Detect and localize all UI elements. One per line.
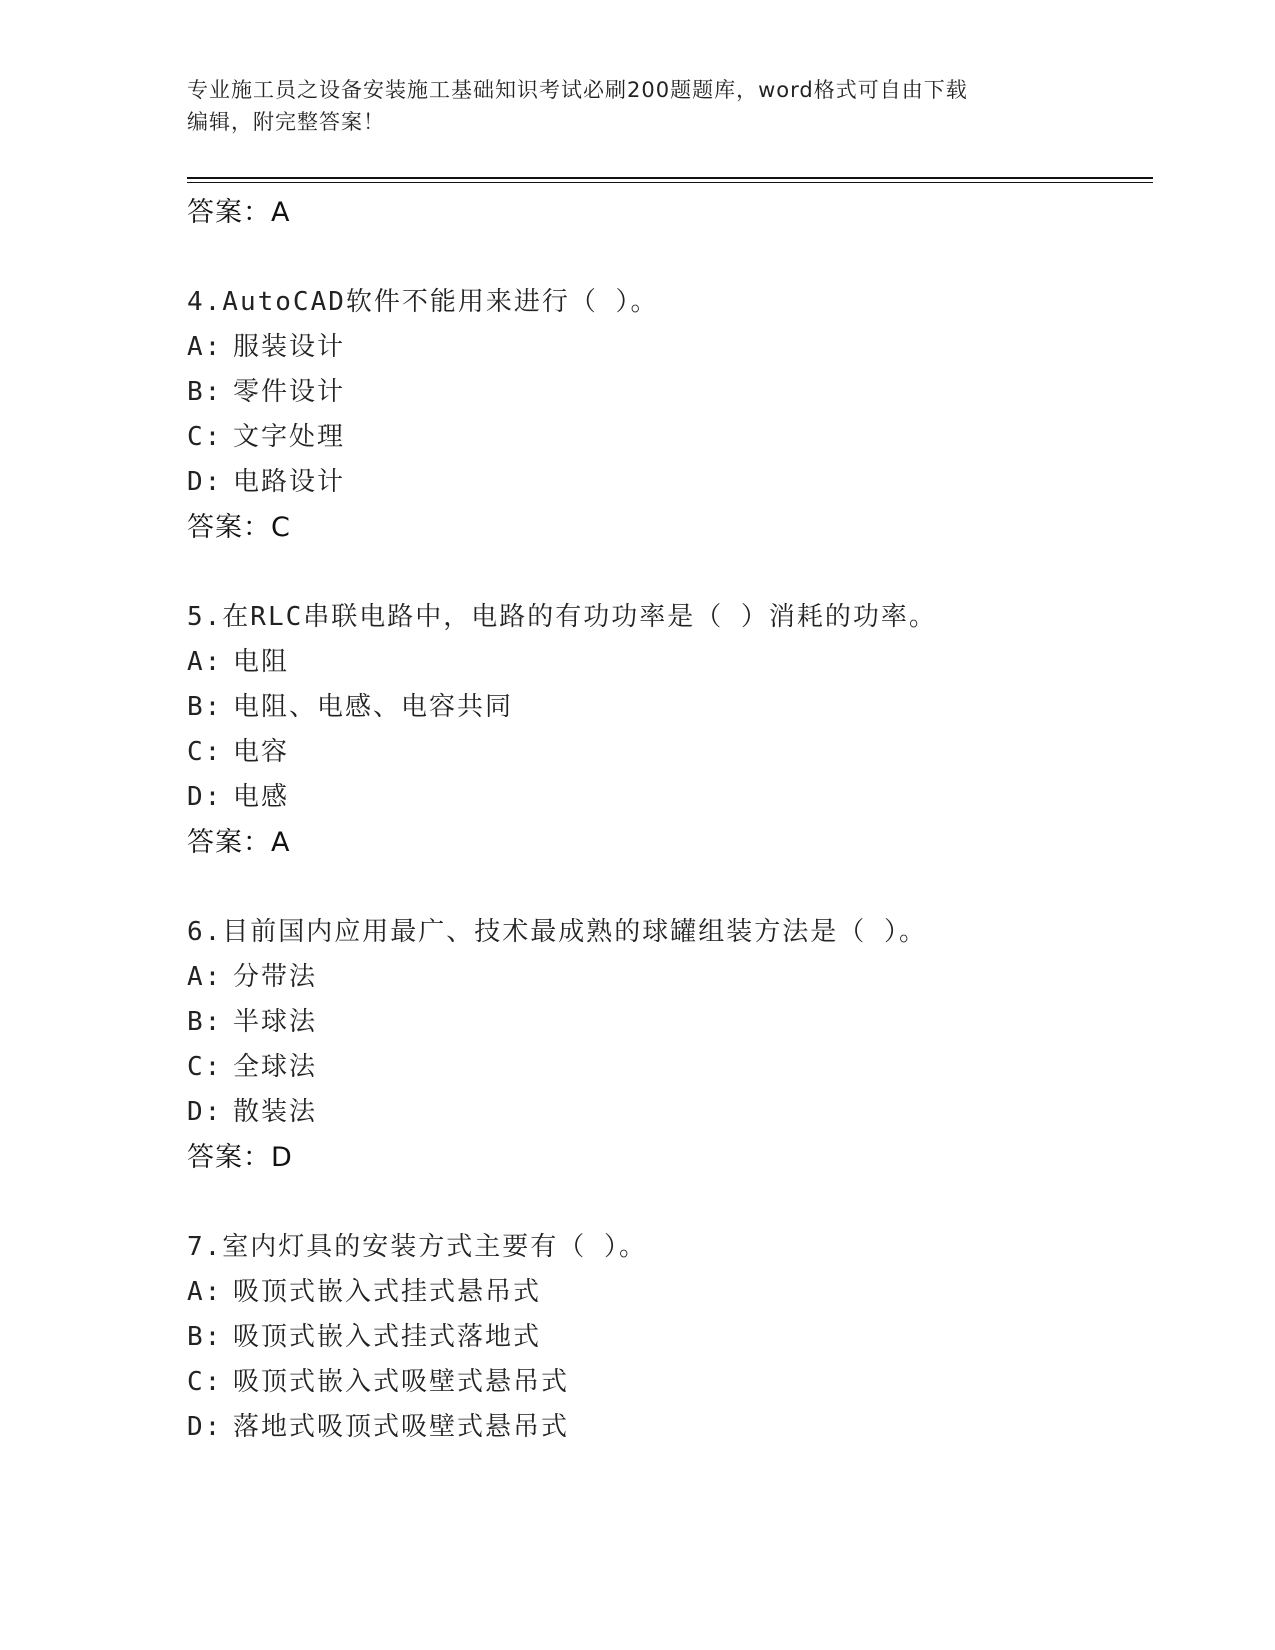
option-key: C: (187, 422, 223, 452)
previous-answer: 答案：A (187, 197, 291, 228)
question-stem: 4.AutoCAD软件不能用来进行（ ）。 (187, 287, 659, 317)
option-d (187, 460, 1147, 505)
option-a (187, 1270, 1147, 1315)
option-text: 零件设计 (233, 377, 346, 407)
question-stem: 7.室内灯具的安装方式主要有（ ）。 (187, 1232, 647, 1262)
option-text: 落地式吸顶式吸壁式悬吊式 (233, 1412, 570, 1442)
option-text: 散装法 (233, 1097, 318, 1127)
question-stem: 5.在RLC串联电路中，电路的有功功率是（ ）消耗的功率。 (187, 602, 937, 632)
option-text: 半球法 (233, 1007, 318, 1037)
option-key: B: (187, 1007, 223, 1037)
spacer (187, 1180, 1147, 1225)
option-key: C: (187, 737, 223, 767)
spacer (187, 865, 1147, 910)
question-stem: 6.目前国内应用最广、技术最成熟的球罐组装方法是（ ）。 (187, 917, 927, 947)
question-list (187, 190, 1147, 1450)
option-key: C: (187, 1367, 223, 1397)
option-text: 电感 (233, 782, 290, 812)
option-key: A: (187, 1277, 223, 1307)
option-key: B: (187, 1322, 223, 1352)
option-text: 电阻 (233, 647, 290, 677)
option-text: 吸顶式嵌入式挂式悬吊式 (233, 1277, 542, 1307)
header-line-2: 编辑，附完整答案！ (187, 110, 385, 134)
option-text: 服装设计 (233, 332, 346, 362)
spacer (187, 550, 1147, 595)
question-answer: 答案：D (187, 1142, 293, 1173)
option-text: 文字处理 (233, 422, 346, 452)
option-text: 电容 (233, 737, 290, 767)
option-c (187, 1045, 1147, 1090)
document-header (187, 74, 1067, 138)
question-answer: 答案：C (187, 512, 291, 543)
option-c (187, 1360, 1147, 1405)
spacer (187, 235, 1147, 280)
question-block (187, 595, 1147, 865)
option-b (187, 685, 1147, 730)
option-key: D: (187, 1412, 223, 1442)
option-key: C: (187, 1052, 223, 1082)
option-text: 吸顶式嵌入式吸壁式悬吊式 (233, 1367, 570, 1397)
option-a (187, 955, 1147, 1000)
option-a (187, 640, 1147, 685)
option-d (187, 1405, 1147, 1450)
option-key: A: (187, 332, 223, 362)
header-rule-thin (187, 182, 1153, 183)
option-a (187, 325, 1147, 370)
option-text: 吸顶式嵌入式挂式落地式 (233, 1322, 542, 1352)
option-key: A: (187, 962, 223, 992)
question-block (187, 1225, 1147, 1450)
option-text: 电路设计 (233, 467, 346, 497)
option-key: B: (187, 692, 223, 722)
header-rule-thick (187, 177, 1153, 179)
question-block (187, 280, 1147, 550)
question-block (187, 910, 1147, 1180)
option-text: 电阻、电感、电容共同 (233, 692, 514, 722)
option-key: A: (187, 647, 223, 677)
option-text: 全球法 (233, 1052, 318, 1082)
option-b (187, 1000, 1147, 1045)
option-text: 分带法 (233, 962, 318, 992)
option-d (187, 775, 1147, 820)
question-answer: 答案：A (187, 827, 291, 858)
header-line-1: 专业施工员之设备安装施工基础知识考试必刷200题题库，word格式可自由下载 (187, 78, 968, 102)
option-key: D: (187, 1097, 223, 1127)
option-c (187, 730, 1147, 775)
option-b (187, 1315, 1147, 1360)
option-b (187, 370, 1147, 415)
option-d (187, 1090, 1147, 1135)
option-key: D: (187, 782, 223, 812)
option-key: B: (187, 377, 223, 407)
option-c (187, 415, 1147, 460)
option-key: D: (187, 467, 223, 497)
